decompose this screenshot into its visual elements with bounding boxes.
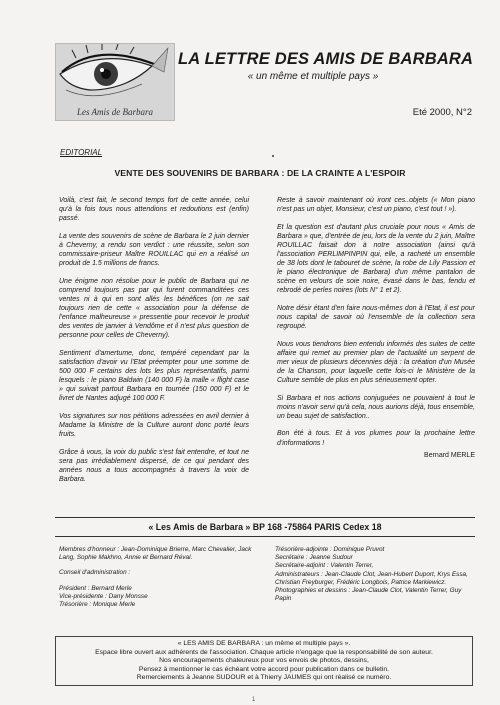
box-line: Nos encouragements chaleureux pour vos envois de photos, dessins, <box>159 657 369 665</box>
logo <box>55 43 175 121</box>
newsletter-subtitle: « un même et multiple pays » <box>247 71 379 82</box>
postal-address: « Les Amis de Barbara » BP 168 -75864 PARIS Cedex 18 <box>148 522 382 532</box>
page-number: 1 <box>252 697 256 703</box>
members-left <box>59 546 264 616</box>
paragraph: Notre désir étant d'en faire nous-mêmes don à l'Etat, il est pour nous capital de savoir où l'ensemble de la collection sera regroupé. <box>277 304 475 331</box>
editorial-left-column <box>59 196 249 493</box>
paragraph: Bon été à tous. Et à vos plumes pour la prochaine lettre d'informations ! <box>277 430 475 447</box>
paragraph: Grâce à vous, la voix du public s'est fait entendre, et tout ne sera pas irrédiablement dispersé, de ce qui pendant des années nous a tous accompagnés à travers la voix de Barbara. <box>59 448 249 483</box>
divider <box>55 517 475 518</box>
paragraph: Et la question est d'autant plus cruciale pour nous « Amis de Barbara » que, d'entrée de jeu, lors de la vente du 2 juin, Maître ROUILLAC faisait don à notre association (ainsi qu'à l'association PERLIMPINPIN qui, elle, a racheté un ensemble de 38 lots dont le tabouret de scène, la robe de Lily Passion et le piano électronique de Barbara) d'un même pantalon de scène en velours de soie noire, évasé dans le bas, fendu et rebrodé de perles noires (lots N° 1 et 2). <box>277 223 475 295</box>
paragraph: Une énigme non résolue pour le public de Barbara qui ne comprend toujours pas par qui furent commanditées ces ventes ni à qui en sont allés les bénéfices (on ne sait toujours rien de cette « association pour la défense de l'enfance malheureuse » pressentie pour recevoir le produit des ventes de janvier à Vendôme et il n'est plus question de personne pour celles de Cheverny). <box>59 277 249 340</box>
board-members: Trésorière-adjointe : Dominique Pruvot Secrétaire : Jeanne Sudour Secrétaire-adjoint : Valentin Terrer, Administrateurs : Jean-Claude Clot, Jean-Hubert Duport, Krys Essa, Christian Freyburger, Frédéric Longbois, Patrice Markiewicz. Photographies et dessins : Jean-Claude Clot, Valentin Terrer, Guy Papin <box>275 546 468 603</box>
editorial-right-column <box>277 196 475 456</box>
board-label: Conseil d'administration : <box>59 569 131 577</box>
box-line: « LES AMIS DE BARBARA : un même et multiple pays ». <box>177 640 351 647</box>
box-line: Pensez à mentionner le cas échéant votre accord pour publication dans ce bulletin. <box>138 665 390 673</box>
divider <box>55 536 475 537</box>
paragraph: La vente des souvenirs de scène de Barbara le 2 juin dernier à Cheverny, a rendu son verdict : une réussite, selon son commissaire-priseur Maître ROUILLAC qui en a réalisé un produit de 1.5 millions de francs. <box>59 232 249 268</box>
honorary-members: Membres d'honneur : Jean-Dominique Brierre, Marc Chevalier, Jack Lang, Sophie Makhno, Annie et Bernard Réval. <box>59 546 252 562</box>
box-line: Remerciements à Jeanne SUDOUR et à Thierry JAUMES qui ont réalisé ce numéro. <box>136 674 392 682</box>
paragraph: Voilà, c'est fait, le second temps fort de cette année, celui qu'à la fois tous nous attendions et redoutions est (enfin) passé. <box>59 197 249 223</box>
paragraph: Nous vous tiendrons bien entendu informés des suites de cette affaire qui remet au premier plan de l'actualité un serpent de mer vieux de plusieurs décennies déjà : la création d'un Musée de la Chanson, pour laquelle cette fois-ci le Ministère de la Culture semble de plus en plus sérieusement opter. <box>277 340 475 385</box>
paragraph: Reste à savoir maintenant où iront ces..objets (« Mon piano n'est pas un objet, Monsieur, c'est un piano, c'est tout ! »). <box>277 197 475 214</box>
editorial-label: EDITORIAL <box>60 148 103 157</box>
officers: Président : Bernard Merle Vice-présidente : Dany Monsse Trésorière : Monique Merle <box>59 584 148 609</box>
box-line: Espace libre ouvert aux adhérents de l'association. Chaque article n'engage que la responsabilité de son auteur. <box>95 648 433 656</box>
newsletter-title: LA LETTRE DES AMIS DE BARBARA <box>178 50 474 68</box>
author-signature: Bernard MERLE <box>424 452 475 459</box>
logo-caption: Les Amis de Barbara <box>76 107 154 117</box>
info-box <box>55 636 473 686</box>
decorative-dot <box>272 155 274 157</box>
members-right <box>275 546 475 610</box>
editorial-headline: VENTE DES SOUVENIRS DE BARBARA : DE LA CRAINTE A L'ESPOIR <box>114 168 406 178</box>
paragraph: Vos signatures sur nos pétitions adressées en avril dernier à Madame la Ministre de la Culture auront donc porté leurs fruits. <box>59 412 249 439</box>
paragraph: Si Barbara et nos actions conjuguées ne pouvaient à tout le moins n'avoir servi qu'à cela, nous aurions déjà, tous ensemble, un beau sujet de satisfaction.. <box>277 394 476 420</box>
paragraph: Sentiment d'amertume, donc, tempéré cependant par la satisfaction d'avoir vu l'Etat préempter pour une somme de 500 000 F certains des lots les plus représentatifs, parmi lesquels : le piano Baldwin (140 000 F) la malle « flight case » qui suivait partout Barbara en tournée (150 000 F) et le livret de Nantes adjugé 100 000 F. <box>59 349 249 403</box>
issue-number: Eté 2000, N°2 <box>412 107 472 118</box>
